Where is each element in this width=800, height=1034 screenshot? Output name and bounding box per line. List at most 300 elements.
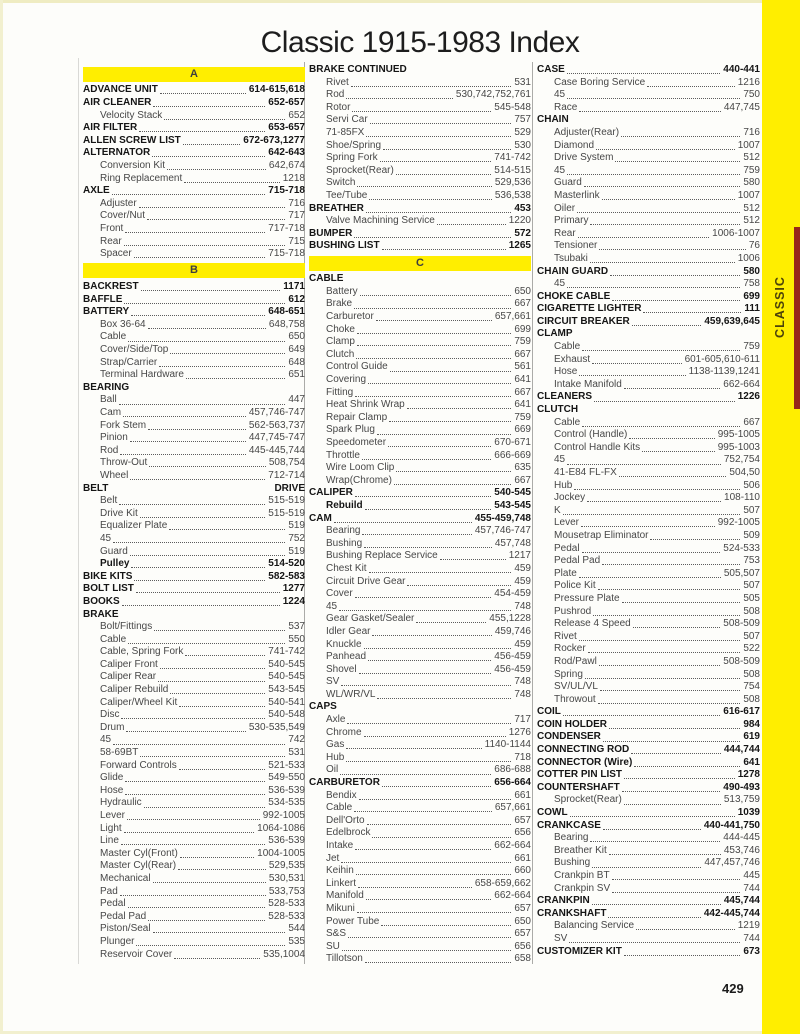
- page-number: 429: [722, 981, 744, 996]
- entry-pages: 1007: [737, 139, 760, 151]
- index-subentry: [309, 190, 531, 203]
- index-subentry: [309, 739, 531, 752]
- entry-pages: 508-509: [723, 655, 760, 667]
- entry-label: SU: [326, 940, 340, 952]
- entry-pages: 648: [288, 356, 305, 368]
- entry-label: Front: [100, 222, 124, 234]
- entry-pages: 543-545: [268, 684, 305, 696]
- index-subentry: [537, 454, 760, 467]
- dot-leader: [144, 807, 266, 808]
- index-entry: [309, 240, 531, 253]
- dot-leader: [121, 844, 265, 845]
- index-entry: [83, 84, 305, 97]
- entry-pages: 561: [514, 361, 531, 373]
- entry-pages: 108-110: [724, 492, 760, 504]
- entry-pages: 1216: [737, 76, 760, 88]
- entry-pages: 530,742,752,761: [455, 89, 531, 101]
- entry-label: 58-69BT: [100, 747, 139, 759]
- entry-pages: 580: [743, 265, 760, 277]
- index-subentry: [537, 631, 760, 644]
- entry-pages: 619: [743, 731, 760, 743]
- entry-label: Spring: [554, 668, 583, 680]
- entry-label: Bolt/Fittings: [100, 621, 153, 633]
- dot-leader: [380, 161, 492, 162]
- index-subentry: [309, 576, 531, 589]
- index-subentry: [83, 860, 305, 873]
- entry-pages: 524-533: [723, 542, 760, 554]
- entry-label: Panhead: [326, 651, 367, 663]
- entry-label: Cover/Nut: [100, 210, 146, 222]
- entry-label: Bearing: [554, 832, 589, 844]
- entry-pages: 641: [743, 756, 760, 768]
- dot-leader: [153, 932, 286, 933]
- entry-pages: 1277: [282, 583, 305, 595]
- entry-label: Rod: [326, 89, 345, 101]
- entry-pages: 662-664: [494, 890, 531, 902]
- dot-leader: [376, 320, 492, 321]
- index-subentry: [83, 508, 305, 521]
- entry-pages: 445,744: [723, 895, 760, 907]
- entry-label: Clamp: [326, 336, 355, 348]
- dot-leader: [407, 585, 511, 586]
- index-subentry: [83, 823, 305, 836]
- entry-label: Control Handle Kits: [554, 441, 641, 453]
- dot-leader: [185, 655, 265, 656]
- dot-leader: [167, 169, 266, 170]
- entry-pages: 513,759: [723, 794, 760, 806]
- index-subentry: [537, 656, 760, 669]
- dot-leader: [382, 249, 506, 250]
- dot-leader: [347, 723, 511, 724]
- dot-leader: [587, 501, 721, 502]
- dot-leader: [636, 929, 735, 930]
- index-subentry: [309, 639, 531, 652]
- dot-leader: [128, 341, 285, 342]
- entry-label: S&S: [326, 928, 347, 940]
- entry-pages: 512: [743, 202, 760, 214]
- entry-label: Mechanical: [100, 872, 151, 884]
- dot-leader: [563, 514, 741, 515]
- dot-leader: [621, 136, 740, 137]
- index-subentry: [83, 160, 305, 173]
- index-subentry: [83, 457, 305, 470]
- entry-label: Idler Gear: [326, 625, 371, 637]
- entry-label: CUSTOMIZER KIT: [537, 945, 622, 957]
- index-subentry: [309, 399, 531, 412]
- dot-leader: [170, 693, 265, 694]
- entry-label: 45: [100, 734, 112, 746]
- dot-leader: [594, 401, 735, 402]
- index-subentry: [83, 357, 305, 370]
- index-subentry: [309, 437, 531, 450]
- dot-leader: [183, 144, 240, 145]
- entry-pages: 519: [288, 545, 305, 557]
- entry-label: Spacer: [100, 248, 132, 260]
- entry-label: Fitting: [326, 386, 354, 398]
- dot-leader: [622, 602, 741, 603]
- index-subentry: [83, 236, 305, 249]
- entry-pages: 508,754: [268, 457, 305, 469]
- index-subentry: [83, 344, 305, 357]
- entry-pages: 667: [743, 416, 760, 428]
- entry-pages: 656: [514, 940, 531, 952]
- entry-pages: 752,754: [723, 454, 760, 466]
- dot-leader: [603, 741, 740, 742]
- dot-leader: [136, 945, 285, 946]
- dot-leader: [130, 441, 246, 442]
- entry-label: Terminal Hardware: [100, 369, 184, 381]
- dot-leader: [369, 572, 512, 573]
- entry-pages: 540-548: [268, 709, 305, 721]
- entry-label: SV: [326, 676, 340, 688]
- entry-label: BAFFLE: [83, 293, 123, 305]
- entry-pages: 514-515: [494, 164, 531, 176]
- dot-leader: [579, 577, 721, 578]
- index-subentry: [83, 949, 305, 962]
- entry-label: Ring Replacement: [100, 172, 183, 184]
- entry-label: COIN HOLDER: [537, 718, 607, 730]
- entry-pages: 650: [514, 915, 531, 927]
- entry-label: Caliper Rebuild: [100, 684, 169, 696]
- entry-label: Dell'Orto: [326, 814, 365, 826]
- dot-leader: [346, 98, 453, 99]
- entry-label: 45: [554, 278, 566, 290]
- entry-pages: 666-669: [494, 449, 531, 461]
- entry-pages: DRIVE: [274, 482, 305, 494]
- entry-pages: 748: [514, 688, 531, 700]
- index-entry: [83, 571, 305, 584]
- index-entry: [537, 895, 760, 908]
- entry-pages: 650: [288, 331, 305, 343]
- entry-pages: 508: [743, 605, 760, 617]
- index-subentry: [309, 387, 531, 400]
- entry-label: Oiler: [554, 202, 576, 214]
- entry-pages: 649: [288, 344, 305, 356]
- dot-leader: [394, 484, 511, 485]
- entry-label: Tensioner: [554, 240, 598, 252]
- dot-leader: [584, 186, 741, 187]
- entry-pages: 508: [743, 693, 760, 705]
- entry-pages: 530: [514, 139, 531, 151]
- entry-label: Battery: [326, 285, 358, 297]
- index-subentry: [537, 606, 760, 619]
- entry-label: Caliper Front: [100, 658, 158, 670]
- index-subentry: [309, 374, 531, 387]
- index-subentry: [537, 920, 760, 933]
- entry-label: Strap/Carrier: [100, 356, 158, 368]
- index-subentry: [537, 593, 760, 606]
- entry-pages: 667: [514, 298, 531, 310]
- index-subentry: [537, 354, 760, 367]
- entry-pages: 535,1004: [263, 948, 305, 960]
- index-entry: [83, 609, 305, 622]
- index-subentry: [537, 857, 760, 870]
- entry-label: Bendix: [326, 789, 357, 801]
- entry-pages: 616-617: [723, 706, 760, 718]
- entry-pages: 757: [514, 114, 531, 126]
- entry-pages: 529: [514, 126, 531, 138]
- entry-label: CASE: [537, 64, 565, 75]
- entry-label: Drive System: [554, 152, 614, 164]
- entry-pages: 614-615,618: [248, 84, 305, 96]
- index-subentry: [309, 865, 531, 878]
- entry-label: Piston/Seal: [100, 923, 151, 935]
- entry-pages: 455,1228: [489, 613, 531, 625]
- entry-label: Rotor: [326, 101, 351, 113]
- index-subentry: [309, 916, 531, 929]
- dot-leader: [112, 194, 266, 195]
- entry-label: Conversion Kit: [100, 159, 166, 171]
- entry-pages: 699: [743, 290, 760, 302]
- index-subentry: [537, 870, 760, 883]
- entry-pages: 717: [288, 210, 305, 222]
- entry-label: CLUTCH: [537, 404, 579, 416]
- entry-label: 71-85FX: [326, 126, 365, 138]
- index-subentry: [83, 546, 305, 559]
- dot-leader: [631, 753, 721, 754]
- entry-label: Throttle: [326, 449, 360, 461]
- entry-label: Cable: [100, 633, 127, 645]
- index-entry: [537, 706, 760, 719]
- index-subentry: [83, 470, 305, 483]
- dot-leader: [346, 761, 511, 762]
- index-entry: [537, 303, 760, 316]
- entry-label: CONNECTING ROD: [537, 744, 630, 756]
- entry-pages: 601-605,610-611: [684, 353, 760, 365]
- entry-label: BRAKE: [83, 608, 119, 620]
- dot-leader: [437, 224, 506, 225]
- dot-leader: [128, 643, 285, 644]
- entry-label: CLEANERS: [537, 391, 593, 403]
- entry-pages: 651: [288, 369, 305, 381]
- index-entry: [537, 731, 760, 744]
- entry-pages: 508-509: [723, 618, 760, 630]
- index-subentry: [83, 319, 305, 332]
- entry-pages: 445: [743, 870, 760, 881]
- index-entry: [537, 404, 760, 417]
- index-entry: [537, 782, 760, 795]
- entry-pages: 667: [514, 474, 531, 486]
- entry-pages: 447,457,746: [704, 857, 760, 869]
- dot-leader: [139, 207, 286, 208]
- entry-label: Linkert: [326, 877, 357, 889]
- entry-label: Pushrod: [554, 605, 592, 617]
- entry-label: BELT: [83, 482, 109, 494]
- entry-pages: 536-539: [268, 784, 305, 796]
- entry-label: Cable: [554, 341, 581, 353]
- entry-pages: 657: [514, 902, 531, 914]
- index-subentry: [309, 165, 531, 178]
- entry-pages: 456-459: [494, 651, 531, 663]
- index-subentry: [309, 827, 531, 840]
- entry-pages: 715: [288, 235, 305, 247]
- dot-leader: [366, 212, 511, 213]
- index-entry: [537, 820, 760, 833]
- entry-pages: 530,531: [268, 872, 305, 884]
- index-subentry: [537, 341, 760, 354]
- dot-leader: [563, 715, 720, 716]
- entry-label: Police Kit: [554, 580, 596, 592]
- index-subentry: [309, 651, 531, 664]
- dot-leader: [140, 756, 285, 757]
- dot-leader: [370, 123, 512, 124]
- entry-label: 45: [554, 454, 566, 466]
- entry-pages: 752: [288, 532, 305, 544]
- dot-leader: [123, 416, 246, 417]
- entry-pages: 1006-1007: [712, 227, 760, 239]
- entry-label: Hose: [100, 784, 124, 796]
- dot-leader: [619, 476, 727, 477]
- entry-pages: 657: [514, 814, 531, 826]
- entry-pages: 540-541: [268, 696, 305, 708]
- entry-label: Master Cyl(Rear): [100, 860, 177, 872]
- index-subentry: [537, 543, 760, 556]
- dot-leader: [122, 605, 280, 606]
- entry-label: COIL: [537, 706, 561, 718]
- entry-pages: 529,535: [268, 860, 305, 872]
- index-subentry: [309, 215, 531, 228]
- index-subentry: [309, 878, 531, 891]
- dot-leader: [592, 867, 701, 868]
- dot-leader: [119, 504, 265, 505]
- entry-label: 45: [554, 89, 566, 101]
- entry-label: Choke: [326, 323, 355, 335]
- entry-pages: 459: [514, 562, 531, 574]
- entry-label: Ball: [100, 394, 117, 406]
- index-entry: [537, 266, 760, 279]
- entry-pages: 1007: [737, 189, 760, 201]
- index-subentry: [83, 210, 305, 223]
- index-subentry: [83, 198, 305, 211]
- dot-leader: [179, 706, 265, 707]
- index-subentry: [309, 550, 531, 563]
- index-subentry: [309, 802, 531, 815]
- side-tab-label: CLASSIC: [773, 276, 787, 338]
- entry-pages: 459,746: [494, 625, 531, 637]
- dot-leader: [169, 529, 285, 530]
- entry-pages: 507: [743, 580, 760, 592]
- entry-label: CLAMP: [537, 328, 573, 340]
- entry-pages: 753: [743, 555, 760, 567]
- entry-label: Shoe/Spring: [326, 139, 382, 151]
- entry-label: Line: [100, 835, 119, 847]
- dot-leader: [158, 681, 265, 682]
- entry-label: Cable: [326, 802, 353, 814]
- entry-label: Breather Kit: [554, 844, 607, 856]
- entry-pages: 984: [743, 718, 760, 730]
- index-subentry: [309, 689, 531, 702]
- entry-label: Rear: [100, 235, 122, 247]
- dot-leader: [396, 174, 491, 175]
- dot-leader: [113, 744, 285, 745]
- entry-pages: 1171: [283, 281, 305, 293]
- dot-leader: [416, 622, 486, 623]
- entry-label: 45: [554, 164, 566, 176]
- index-subentry: [309, 102, 531, 115]
- entry-label: Pulley: [100, 558, 130, 570]
- entry-label: Bearing: [326, 525, 361, 537]
- entry-label: Power Tube: [326, 915, 380, 927]
- scan-edge-top: [0, 0, 800, 3]
- entry-pages: 508: [743, 668, 760, 680]
- entry-label: 45: [100, 532, 112, 544]
- entry-label: Cover: [326, 588, 353, 600]
- entry-label: Disc: [100, 709, 120, 721]
- entry-label: Intake Manifold: [554, 378, 622, 390]
- entry-label: BACKREST: [83, 281, 139, 293]
- entry-pages: 657,661: [494, 802, 531, 814]
- dot-leader: [354, 237, 511, 238]
- entry-pages: 717: [514, 714, 531, 726]
- index-entry: [537, 316, 760, 329]
- index-subentry: [309, 714, 531, 727]
- page-title: Classic 1915-1983 Index: [260, 26, 580, 59]
- entry-pages: 748: [514, 600, 531, 612]
- entry-label: Bushing: [326, 537, 363, 549]
- index-entry: [537, 719, 760, 732]
- index-subentry: [537, 77, 760, 90]
- dot-leader: [390, 371, 512, 372]
- entry-pages: 712-714: [268, 469, 305, 481]
- index-entry: [309, 203, 531, 216]
- dot-leader: [179, 769, 266, 770]
- dot-leader: [357, 912, 511, 913]
- entry-pages: 612: [288, 293, 305, 305]
- entry-pages: 572: [514, 227, 531, 239]
- entry-pages: 656-664: [494, 777, 531, 789]
- entry-pages: 540-545: [494, 487, 531, 499]
- entry-label: ALLEN SCREW LIST: [83, 134, 181, 146]
- entry-pages: 514-520: [268, 558, 305, 570]
- entry-pages: 661: [514, 852, 531, 864]
- entry-label: CRANKCASE: [537, 819, 601, 831]
- dot-leader: [134, 257, 266, 258]
- dot-leader: [632, 325, 702, 326]
- index-subentry: [83, 886, 305, 899]
- index-entry: [537, 946, 760, 959]
- entry-pages: 545-548: [494, 101, 531, 113]
- index-subentry: [83, 898, 305, 911]
- entry-label: CIRCUIT BREAKER: [537, 315, 630, 327]
- entry-pages: 506: [743, 479, 760, 491]
- entry-label: Carburetor: [326, 311, 374, 323]
- entry-pages: 670-671: [494, 437, 531, 448]
- entry-label: Balancing Service: [554, 920, 635, 932]
- entry-pages: 759: [514, 336, 531, 348]
- entry-pages: 530-535,549: [248, 721, 305, 733]
- section-letter-header: [83, 67, 305, 82]
- index-subentry: [309, 928, 531, 941]
- index-entry: [309, 513, 531, 526]
- entry-pages: 512: [743, 152, 760, 164]
- dot-leader: [153, 106, 265, 107]
- index-subentry: [309, 790, 531, 803]
- entry-pages: 716: [288, 197, 305, 209]
- entry-pages: 533,753: [268, 885, 305, 897]
- entry-label: Chrome: [326, 726, 362, 738]
- dot-leader: [585, 678, 740, 679]
- index-subentry: [309, 588, 531, 601]
- dot-leader: [348, 937, 511, 938]
- dot-leader: [634, 766, 740, 767]
- entry-pages: 507: [743, 504, 760, 516]
- entry-pages: 1140-1144: [484, 739, 531, 751]
- dot-leader: [407, 408, 512, 409]
- entry-label: AIR CLEANER: [83, 96, 152, 108]
- index-subentry: [83, 697, 305, 710]
- dot-leader: [164, 119, 285, 120]
- index-subentry: [537, 669, 760, 682]
